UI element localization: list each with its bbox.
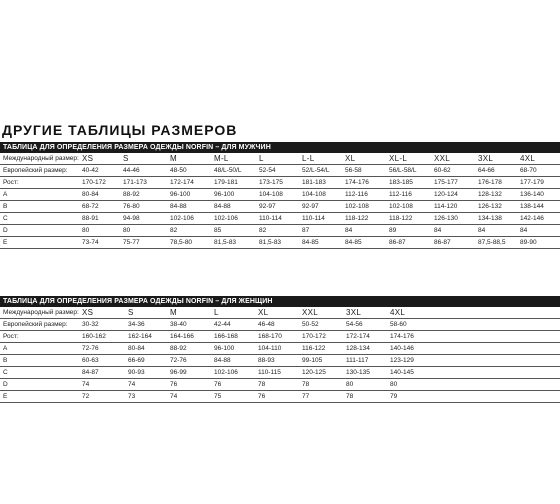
women-table-cell: 110-115: [258, 369, 281, 376]
men-size-table: [0, 142, 560, 249]
women-table-row: [0, 379, 560, 391]
men-table-cell: XL: [345, 154, 356, 163]
men-table-cell: 80: [82, 227, 90, 234]
men-table-cell: 96-100: [214, 191, 235, 198]
men-table-cell: XXL: [434, 154, 451, 163]
men-table-cell: 128-132: [478, 191, 502, 198]
men-table-cell: 102-106: [214, 215, 238, 222]
men-table-cell: 84-85: [302, 239, 319, 246]
men-table-cell: 104-108: [259, 191, 283, 198]
women-table-cell: 116-122: [302, 345, 326, 352]
women-table-cell: 78: [302, 381, 310, 388]
men-table-row: [0, 225, 560, 237]
men-table-cell: 86-87: [434, 239, 451, 246]
women-table-cell: 46-48: [258, 321, 275, 328]
men-table-cell: 56/L-58/L: [389, 167, 417, 174]
women-row-label: Европейский размер:: [3, 321, 68, 328]
women-row-label: C: [3, 369, 8, 376]
men-table-cell: 44-46: [123, 167, 140, 174]
men-table-cell: 136-140: [520, 191, 544, 198]
women-table-cell: 74: [128, 381, 136, 388]
women-table-cell: 3XL: [346, 308, 362, 317]
men-table-cell: 138-144: [520, 203, 544, 210]
women-table-cell: 96-100: [214, 345, 235, 352]
women-table-cell: 88-92: [170, 345, 187, 352]
women-table-row: [0, 355, 560, 367]
women-table-row: [0, 391, 560, 403]
women-row-label: A: [3, 345, 8, 352]
men-table-cell: 172-174: [170, 179, 194, 186]
men-table-cell: 56-58: [345, 167, 362, 174]
men-table-cell: 177-179: [520, 179, 544, 186]
women-table-cell: 30-32: [82, 321, 99, 328]
women-table-cell: 99-105: [302, 357, 323, 364]
men-row-label: B: [3, 203, 8, 210]
men-table-cell: 176-178: [478, 179, 502, 186]
women-size-table: [0, 296, 560, 403]
men-table-cell: 102-108: [389, 203, 413, 210]
women-row-label: Международный размер:: [3, 309, 79, 316]
women-table-cell: 50-52: [302, 321, 319, 328]
women-table-cell: 90-93: [128, 369, 145, 376]
men-table-cell: 181-183: [302, 179, 326, 186]
men-table-cell: 78,5-80: [170, 239, 193, 246]
men-table-row: [0, 177, 560, 189]
men-table-cell: XL-L: [389, 154, 408, 163]
men-table-cell: 76-80: [123, 203, 140, 210]
men-table-cell: 84-88: [170, 203, 187, 210]
women-table-row: [0, 367, 560, 379]
women-table-cell: 170-172: [302, 333, 326, 340]
women-table-cell: 172-174: [346, 333, 370, 340]
men-row-label: E: [3, 239, 8, 246]
women-table-cell: XXL: [302, 308, 319, 317]
women-table-cell: 72-76: [82, 345, 99, 352]
men-row-label: Рост:: [3, 179, 19, 186]
women-table-cell: 111-117: [346, 357, 369, 364]
women-table-cell: 80: [346, 381, 354, 388]
women-table-cell: M: [170, 308, 177, 317]
women-table-cell: 84-87: [82, 369, 99, 376]
women-table-cell: XS: [82, 308, 94, 317]
men-table-cell: 68-70: [520, 167, 537, 174]
women-table-cell: 72-76: [170, 357, 187, 364]
women-table-cell: 66-69: [128, 357, 145, 364]
women-table-cell: 54-56: [346, 321, 363, 328]
men-table-cell: 52-54: [259, 167, 276, 174]
women-table-cell: 4XL: [390, 308, 406, 317]
men-table-cell: 84: [345, 227, 353, 234]
men-table-cell: 48/L-50/L: [214, 167, 242, 174]
men-table-cell: 87: [302, 227, 310, 234]
women-table-cell: 104-110: [258, 345, 282, 352]
men-table-cell: 89: [389, 227, 397, 234]
women-table-cell: 80: [390, 381, 398, 388]
women-table-cell: 42-44: [214, 321, 231, 328]
men-table-cell: 68-72: [82, 203, 99, 210]
women-table-cell: 38-40: [170, 321, 187, 328]
women-table-cell: 58-60: [390, 321, 407, 328]
men-table-cell: XS: [82, 154, 94, 163]
men-row-label: C: [3, 215, 8, 222]
men-table-cell: L: [259, 154, 264, 163]
men-table-cell: 88-92: [123, 191, 140, 198]
women-table-cell: 166-168: [214, 333, 238, 340]
women-table-cell: 168-170: [258, 333, 282, 340]
men-table-cell: 126-132: [478, 203, 502, 210]
men-table-cell: S: [123, 154, 129, 163]
men-table-cell: 82: [259, 227, 267, 234]
men-row-label: A: [3, 191, 8, 198]
men-row-label: Европейский размер:: [3, 167, 68, 174]
men-table-cell: 170-172: [82, 179, 106, 186]
women-table-cell: 123-129: [390, 357, 414, 364]
men-table-cell: 81,5-83: [259, 239, 282, 246]
women-table-header: ТАБЛИЦА ДЛЯ ОПРЕДЕЛЕНИЯ РАЗМЕРА ОДЕЖДЫ NORFIN – ДЛЯ ЖЕНЩИН: [0, 296, 560, 307]
men-table-cell: 81,5-83: [214, 239, 237, 246]
women-table-cell: 75: [214, 393, 222, 400]
men-table-cell: L-L: [302, 154, 315, 163]
men-table-cell: 110-114: [259, 215, 282, 222]
men-table-cell: 84-88: [214, 203, 231, 210]
women-table-cell: 128-134: [346, 345, 370, 352]
men-table-cell: 75-77: [123, 239, 140, 246]
men-table-cell: 112-116: [389, 191, 412, 198]
men-table-cell: 118-122: [389, 215, 413, 222]
women-table-cell: 96-99: [170, 369, 187, 376]
men-table-header: ТАБЛИЦА ДЛЯ ОПРЕДЕЛЕНИЯ РАЗМЕРА ОДЕЖДЫ NORFIN – ДЛЯ МУЖЧИН: [0, 142, 560, 153]
men-table-cell: 118-122: [345, 215, 369, 222]
men-table-cell: 102-106: [170, 215, 194, 222]
women-table-cell: 84-88: [214, 357, 231, 364]
women-table-cell: 78: [258, 381, 266, 388]
women-table-cell: XL: [258, 308, 269, 317]
men-table-cell: 126-130: [434, 215, 458, 222]
men-table-cell: 84: [434, 227, 442, 234]
men-table-cell: 86-87: [389, 239, 406, 246]
women-row-label: E: [3, 393, 8, 400]
men-table-cell: 174-176: [345, 179, 369, 186]
men-row-label: Международный размер:: [3, 155, 79, 162]
women-row-label: B: [3, 357, 8, 364]
men-table-cell: 120-124: [434, 191, 458, 198]
men-table-cell: 173-175: [259, 179, 283, 186]
men-table-cell: 175-177: [434, 179, 458, 186]
men-table-cell: 64-66: [478, 167, 495, 174]
page-title: ДРУГИЕ ТАБЛИЦЫ РАЗМЕРОВ: [2, 122, 238, 138]
women-row-label: D: [3, 381, 8, 388]
men-table-cell: 142-146: [520, 215, 544, 222]
women-table-cell: 78: [346, 393, 354, 400]
women-row-label: Рост:: [3, 333, 19, 340]
women-table-cell: 160-162: [82, 333, 106, 340]
women-table-cell: 76: [258, 393, 266, 400]
men-table-cell: 84-85: [345, 239, 362, 246]
women-table-cell: 120-125: [302, 369, 326, 376]
men-table-row: [0, 153, 560, 165]
women-table-cell: 73: [128, 393, 136, 400]
women-table-cell: 74: [82, 381, 90, 388]
men-table-cell: 4XL: [520, 154, 536, 163]
women-table-row: [0, 343, 560, 355]
women-table-row: [0, 319, 560, 331]
men-table-cell: 52/L-54/L: [302, 167, 330, 174]
women-table-cell: 174-176: [390, 333, 414, 340]
men-table-cell: 114-120: [434, 203, 458, 210]
women-table-cell: 80-84: [128, 345, 145, 352]
women-table-cell: 164-166: [170, 333, 194, 340]
women-table-row: [0, 331, 560, 343]
women-table-cell: 77: [302, 393, 310, 400]
men-table-row: [0, 213, 560, 225]
men-table-cell: 94-98: [123, 215, 140, 222]
men-table-cell: 88-91: [82, 215, 99, 222]
men-table-cell: 134-138: [478, 215, 502, 222]
women-table-cell: 79: [390, 393, 398, 400]
women-table-cell: 34-36: [128, 321, 145, 328]
men-table-cell: 87,5-88,5: [478, 239, 506, 246]
men-table-cell: 80: [123, 227, 131, 234]
men-table-cell: 80-84: [82, 191, 99, 198]
men-row-label: D: [3, 227, 8, 234]
men-table-cell: M-L: [214, 154, 229, 163]
women-table-cell: 60-63: [82, 357, 99, 364]
men-table-row: [0, 165, 560, 177]
women-table-cell: L: [214, 308, 219, 317]
men-table-cell: M: [170, 154, 177, 163]
women-table-row: [0, 307, 560, 319]
men-table-cell: 104-108: [302, 191, 326, 198]
women-table-cell: 130-135: [346, 369, 370, 376]
women-table-cell: 76: [170, 381, 178, 388]
men-table-cell: 3XL: [478, 154, 494, 163]
women-table-cell: 162-164: [128, 333, 152, 340]
men-table-row: [0, 189, 560, 201]
men-table-cell: 82: [170, 227, 178, 234]
men-table-cell: 92-97: [259, 203, 276, 210]
men-table-cell: 179-181: [214, 179, 238, 186]
women-table-cell: 140-145: [390, 369, 414, 376]
men-table-cell: 89-90: [520, 239, 537, 246]
men-table-cell: 48-50: [170, 167, 187, 174]
men-table-cell: 73-74: [82, 239, 99, 246]
men-table-row: [0, 201, 560, 213]
women-table-cell: S: [128, 308, 134, 317]
men-table-cell: 85: [214, 227, 222, 234]
women-table-cell: 72: [82, 393, 90, 400]
men-table-cell: 102-108: [345, 203, 369, 210]
women-table-cell: 102-106: [214, 369, 238, 376]
men-table-cell: 40-42: [82, 167, 99, 174]
men-table-row: [0, 237, 560, 249]
women-table-cell: 140-146: [390, 345, 414, 352]
men-table-cell: 183-185: [389, 179, 413, 186]
men-table-cell: 60-62: [434, 167, 451, 174]
women-table-cell: 76: [214, 381, 222, 388]
men-table-cell: 84: [478, 227, 486, 234]
men-table-cell: 84: [520, 227, 528, 234]
men-table-cell: 92-97: [302, 203, 319, 210]
men-table-cell: 96-100: [170, 191, 191, 198]
men-table-cell: 110-114: [302, 215, 325, 222]
women-table-cell: 88-93: [258, 357, 275, 364]
men-table-cell: 112-116: [345, 191, 368, 198]
women-table-cell: 74: [170, 393, 178, 400]
men-table-cell: 171-173: [123, 179, 147, 186]
